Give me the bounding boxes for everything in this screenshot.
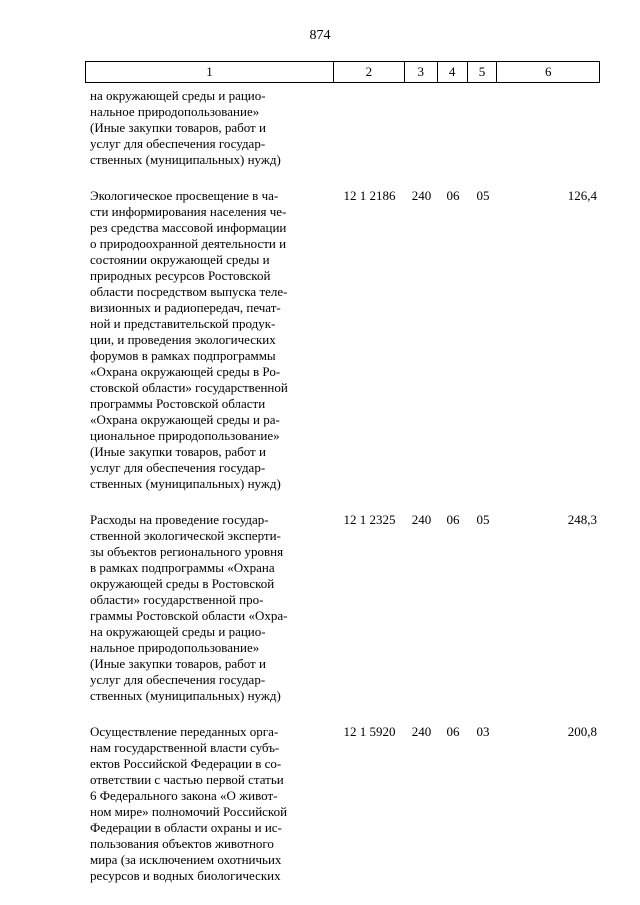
header-col-1: 1	[86, 62, 334, 82]
row-code: 12 1 2186	[343, 188, 396, 203]
row-pr: 03	[476, 724, 490, 739]
table-header	[85, 61, 600, 83]
row-vr: 240	[411, 188, 432, 203]
row-pr: 05	[476, 512, 490, 527]
row-code	[334, 88, 405, 168]
header-col-4: 4	[438, 62, 468, 82]
table-row	[85, 724, 600, 884]
table-row	[85, 88, 600, 168]
row-code: 12 1 5920	[343, 724, 396, 739]
row-description: Расходы на проведение государ- ственной экологической эксперти- зы объектов регионального уровня в рамках подпрограммы «Охрана окружающей среды в Ростовской области» государственной про- граммы Ростовской области «Охра- на окружающей среды и рацио- нальное природопользование» (Иные закупки товаров, работ и услуг для обеспечения государ- ственных (муниципальных) нужд)	[90, 512, 288, 703]
row-rz	[438, 88, 468, 168]
row-vr: 240	[411, 724, 432, 739]
row-vr: 240	[411, 512, 432, 527]
header-col-5: 5	[468, 62, 498, 82]
row-rz: 06	[446, 188, 460, 203]
row-sum: 126,4	[567, 188, 597, 203]
row-sum: 248,3	[567, 512, 597, 527]
table-body	[85, 88, 600, 904]
row-rz: 06	[446, 724, 460, 739]
table-row	[85, 188, 600, 492]
header-col-6: 6	[544, 64, 552, 79]
row-description: Осуществление переданных орга- нам государственной власти субъ- ектов Российской Федерации в со- ответствии с частью первой статьи 6 Федерального закона «О живот- ном мире» полномочий Российской Федерации в области охраны и ис- пользования объектов животного мира (за исключением охотничьих ресурсов и водных биологических	[90, 724, 288, 883]
header-col-2: 2	[334, 62, 405, 82]
header-col-3: 3	[405, 62, 438, 82]
table-row	[85, 512, 600, 704]
page-number: 874	[309, 28, 331, 43]
row-vr	[405, 88, 438, 168]
row-description: на окружающей среды и рацио- нальное природопользование» (Иные закупки товаров, работ и услуг для обеспечения государ- ственных (муниципальных) нужд)	[90, 88, 281, 167]
row-sum: 200,8	[567, 724, 597, 739]
row-sum	[498, 88, 600, 168]
row-rz: 06	[446, 512, 460, 527]
row-pr	[468, 88, 498, 168]
row-pr: 05	[476, 188, 490, 203]
row-description: Экологическое просвещение в ча- сти информирования населения че- рез средства массовой информации о природоохранной деятельности и состоянии окружающей среды и природных ресурсов Ростовской области посредством выпуска теле- визионных и радиопередач, печат- ной и представительской продук- ции, и проведения экологических форумов в рамках подпрограммы «Охрана окружающей среды в Ро- стовской области» государственной программы Ростовской области «Охрана окружающей среды и ра- циональное природопользование» (Иные закупки товаров, работ и услуг для обеспечения государ- ственных (муниципальных) нужд)	[90, 188, 288, 491]
row-code: 12 1 2325	[343, 512, 396, 527]
